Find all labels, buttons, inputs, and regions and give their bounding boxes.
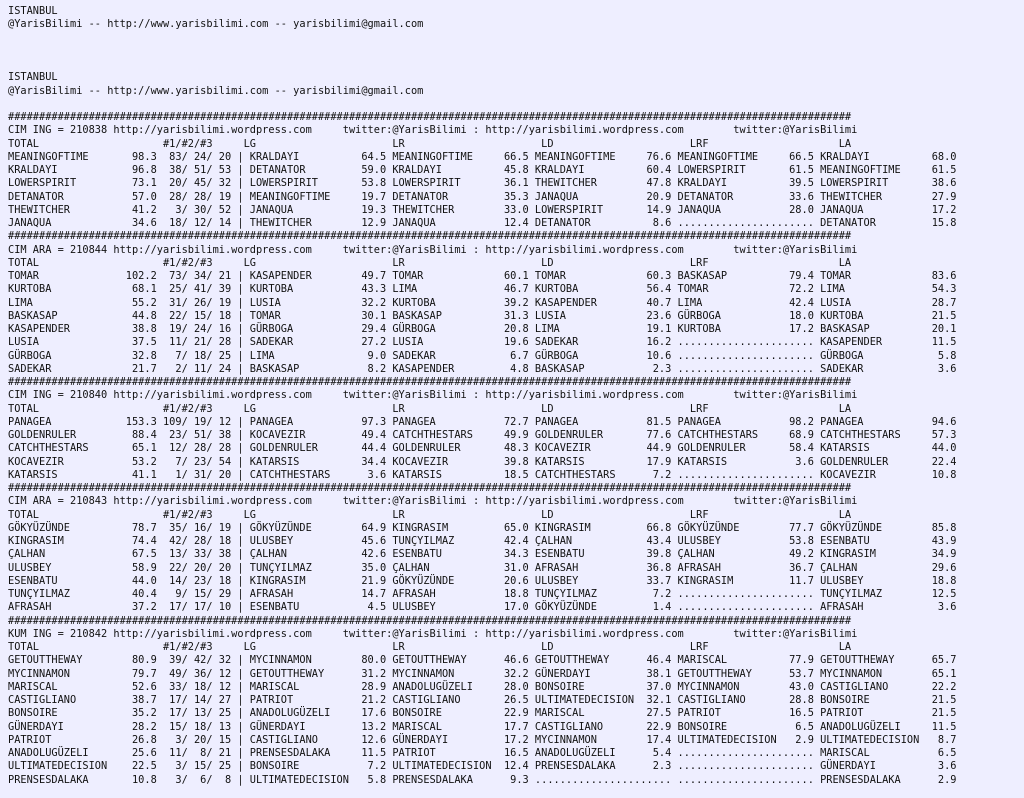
- race-section-cim-ara-210843: ######################################################################################################################################## CIM ARA = 210843 http://yarisbilimi.wordpress.com twitter:@YarisBilimi : http://yarisbilimi.wordpress.com twitter:@YarisBilimi TOTAL #1/#2/#3 LG LR LD LRF LA GÖKYÜZÜNDE 78.7 35/ 16/ 19 | GÖKYÜZÜNDE 64.9 KINGRASIM 65.0 KINGRASIM 66.8 GÖKYÜZÜNDE 77.7 GÖKYÜZÜNDE 85.8 KINGRASIM 74.4 42/ 28/ 18 | ULUSBEY 45.6 TUNÇYILMAZ 42.4 ÇALHAN 43.4 ULUSBEY 53.8 ESENBATU 43.9 ÇALHAN 67.5 13/ 33/ 38 | ÇALHAN 42.6 ESENBATU 34.3 ESENBATU 39.8 ÇALHAN 49.2 KINGRASIM 34.9 ULUSBEY 58.9 22/ 20/ 20 | TUNÇYILMAZ 35.0 ÇALHAN 31.0 AFRASAH 36.8 AFRASAH 36.7 ÇALHAN 29.6 ESENBATU 44.0 14/ 23/ 18 | KINGRASIM 21.9 GÖKYÜZÜNDE 20.6 ULUSBEY 33.7 KINGRASIM 11.7 ULUSBEY 18.8 TUNÇYILMAZ 40.4 9/ 15/ 29 | AFRASAH 14.7 AFRASAH 18.8 TUNÇYILMAZ 7.2 ...................... TUNÇYILMAZ 12.5 AFRASAH 37.2 17/ 17/ 10 | ESENBATU 4.5 ULUSBEY 17.0 GÖKYÜZÜNDE 1.4 ...................... AFRASAH 3.6: [8, 482, 957, 614]
- race-section-cim-ara-210844: ######################################################################################################################################## CIM ARA = 210844 http://yarisbilimi.wordpress.com twitter:@YarisBilimi : http://yarisbilimi.wordpress.com twitter:@YarisBilimi TOTAL #1/#2/#3 LG LR LD LRF LA TOMAR 102.2 73/ 34/ 21 | KASAPENDER 49.7 TOMAR 60.1 TOMAR 60.3 BASKASAP 79.4 TOMAR 83.6 KURTOBA 68.1 25/ 41/ 39 | KURTOBA 43.3 LIMA 46.7 KURTOBA 56.4 TOMAR 72.2 LIMA 54.3 LIMA 55.2 31/ 26/ 19 | LUSIA 32.2 KURTOBA 39.2 KASAPENDER 40.7 LIMA 42.4 LUSIA 28.7 BASKASAP 44.8 22/ 15/ 18 | TOMAR 30.1 BASKASAP 31.3 LUSIA 23.6 GÜRBOGA 18.0 KURTOBA 21.5 KASAPENDER 38.8 19/ 24/ 16 | GÜRBOGA 29.4 GÜRBOGA 20.8 LIMA 19.1 KURTOBA 17.2 BASKASAP 20.1 LUSIA 37.5 11/ 21/ 28 | SADEKAR 27.2 LUSIA 19.6 SADEKAR 16.2 ...................... KASAPENDER 11.5 GÜRBOGA 32.8 7/ 18/ 25 | LIMA 9.0 SADEKAR 6.7 GÜRBOGA 10.6 ...................... GÜRBOGA 5.8 SADEKAR 21.7 2/ 11/ 24 | BASKASAP 8.2 KASAPENDER 4.8 BASKASAP 2.3 ...................... SADEKAR 3.6: [8, 230, 957, 375]
- header-title-2: ISTANBUL @YarisBilimi -- http://www.yarisbilimi.com -- yarisbilimi@gmail.com: [8, 71, 424, 97]
- race-section-kum-ing-210842: ######################################################################################################################################## KUM ING = 210842 http://yarisbilimi.wordpress.com twitter:@YarisBilimi : http://yarisbilimi.wordpress.com twitter:@YarisBilimi TOTAL #1/#2/#3 LG LR LD LRF LA GETOUTTHEWAY 80.9 39/ 42/ 32 | MYCINNAMON 80.0 GETOUTTHEWAY 46.6 GETOUTTHEWAY 46.4 MARISCAL 77.9 GETOUTTHEWAY 65.7 MYCINNAMON 79.7 49/ 36/ 12 | GETOUTTHEWAY 31.2 MYCINNAMON 32.2 GÜNERDAYI 38.1 GETOUTTHEWAY 53.7 MYCINNAMON 65.1 MARISCAL 52.6 33/ 18/ 12 | MARISCAL 28.9 ANADOLUGÜZELI 28.0 BONSOIRE 37.0 MYCINNAMON 43.0 CASTIGLIANO 22.2 CASTIGLIANO 38.7 17/ 14/ 27 | PATRIOT 21.2 CASTIGLIANO 26.5 ULTIMATEDECISION 32.1 CASTIGLIANO 28.8 BONSOIRE 21.5 BONSOIRE 35.2 17/ 13/ 25 | ANADOLUGÜZELI 17.6 BONSOIRE 22.9 MARISCAL 27.5 PATRIOT 16.5 PATRIOT 21.5 GÜNERDAYI 28.2 15/ 18/ 13 | GÜNERDAYI 13.2 MARISCAL 17.7 CASTIGLIANO 22.9 BONSOIRE 6.5 ANADOLUGÜZELI 11.5 PATRIOT 26.8 3/ 20/ 15 | CASTIGLIANO 12.6 GÜNERDAYI 17.2 MYCINNAMON 17.4 ULTIMATEDECISION 2.9 ULTIMATEDECISION 8.7 ANADOLUGÜZELI 25.6 11/ 8/ 21 | PRENSESDALAKA 11.5 PATRIOT 16.5 ANADOLUGÜZELI 5.4 ...................... MARISCAL 6.5 ULTIMATEDECISION 22.5 3/ 15/ 25 | BONSOIRE 7.2 ULTIMATEDECISION 12.4 PRENSESDALAKA 2.3 ...................... GÜNERDAYI 3.6 PRENSESDALAKA 10.8 3/ 6/ 8 | ULTIMATEDECISION 5.8 PRENSESDALAKA 9.3 ...................... ...................... PRENSESDALAKA 2.9: [8, 614, 957, 786]
- race-section-cim-ing-210838: ######################################################################################################################################## CIM ING = 210838 http://yarisbilimi.wordpress.com twitter:@YarisBilimi : http://yarisbilimi.wordpress.com twitter:@YarisBilimi TOTAL #1/#2/#3 LG LR LD LRF LA MEANINGOFTIME 98.3 83/ 24/ 20 | KRALDAYI 64.5 MEANINGOFTIME 66.5 MEANINGOFTIME 76.6 MEANINGOFTIME 66.5 KRALDAYI 68.0 KRALDAYI 96.8 38/ 51/ 53 | DETANATOR 59.0 KRALDAYI 45.8 KRALDAYI 60.4 LOWERSPIRIT 61.5 MEANINGOFTIME 61.5 LOWERSPIRIT 73.1 20/ 45/ 32 | LOWERSPIRIT 53.8 LOWERSPIRIT 36.1 THEWITCHER 47.8 KRALDAYI 39.5 LOWERSPIRIT 38.6 DETANATOR 57.0 28/ 28/ 19 | MEANINGOFTIME 19.7 DETANATOR 35.3 JANAQUA 20.9 DETANATOR 33.6 THEWITCHER 27.9 THEWITCHER 41.2 3/ 30/ 52 | JANAQUA 19.3 THEWITCHER 33.0 LOWERSPIRIT 14.9 JANAQUA 28.0 JANAQUA 17.2 JANAQUA 34.6 18/ 12/ 14 | THEWITCHER 12.9 JANAQUA 12.4 DETANATOR 8.6 ...................... DETANATOR 15.8: [8, 111, 957, 229]
- race-section-cim-ing-210840: ######################################################################################################################################## CIM ING = 210840 http://yarisbilimi.wordpress.com twitter:@YarisBilimi : http://yarisbilimi.wordpress.com twitter:@YarisBilimi TOTAL #1/#2/#3 LG LR LD LRF LA PANAGEA 153.3 109/ 19/ 12 | PANAGEA 97.3 PANAGEA 72.7 PANAGEA 81.5 PANAGEA 98.2 PANAGEA 94.6 GOLDENRULER 88.4 23/ 51/ 38 | KOCAVEZIR 49.4 CATCHTHESTARS 49.9 GOLDENRULER 77.6 CATCHTHESTARS 68.9 CATCHTHESTARS 57.3 CATCHTHESTARS 65.1 12/ 28/ 28 | GOLDENRULER 44.4 GOLDENRULER 48.3 KOCAVEZIR 44.9 GOLDENRULER 58.4 KATARSIS 44.0 KOCAVEZIR 53.2 7/ 23/ 54 | KATARSIS 34.4 KOCAVEZIR 39.8 KATARSIS 17.9 KATARSIS 3.6 GOLDENRULER 22.4 KATARSIS 41.1 1/ 31/ 20 | CATCHTHESTARS 3.6 KATARSIS 18.5 CATCHTHESTARS 7.2 ...................... KOCAVEZIR 10.8: [8, 376, 957, 481]
- header-block: [8, 5, 423, 98]
- header-title-1: ISTANBUL @YarisBilimi -- http://www.yarisbilimi.com -- yarisbilimi@gmail.com: [8, 5, 424, 31]
- results-block: [8, 111, 957, 787]
